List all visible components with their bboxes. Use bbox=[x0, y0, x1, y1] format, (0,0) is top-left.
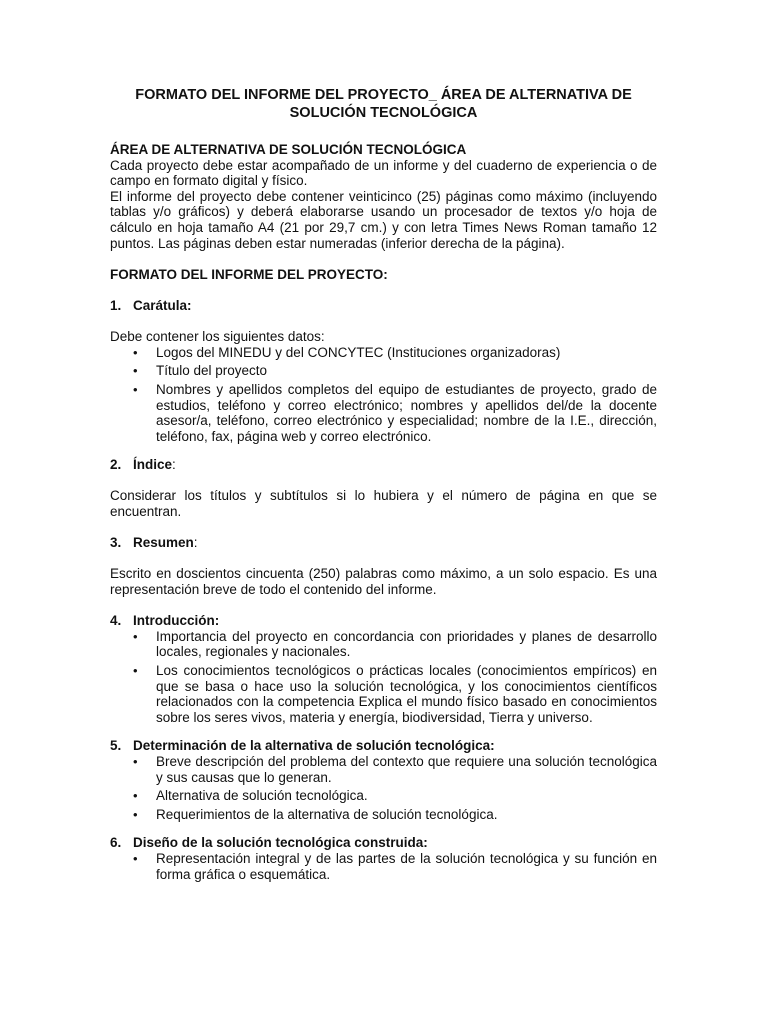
bullet-icon: • bbox=[133, 788, 138, 804]
document-title-line-2: SOLUCIÓN TECNOLÓGICA bbox=[289, 105, 478, 121]
list-item-text: Alternativa de solución tecnológica. bbox=[156, 788, 368, 804]
section-diseno-heading bbox=[110, 835, 657, 851]
section-label-suffix: : bbox=[172, 457, 176, 473]
list-item-text: Los conocimientos tecnológicos o prácticas locales (conocimientos empíricos) en que se basa o hace uso la solución tecnológica, y los conocimientos científicos relacionados con la competencia Explica el mundo físico basado en conocimientos sobre los seres vivos, materia y energía, biodiversidad, Tierra y universo. bbox=[156, 663, 657, 725]
list-item-text: Representación integral y de las partes de la solución tecnológica y su función en forma gráfica o esquemática. bbox=[156, 850, 657, 882]
list-item bbox=[110, 363, 657, 379]
section-label: Índice bbox=[133, 457, 173, 473]
section-number: 2. bbox=[110, 457, 122, 473]
list-item bbox=[110, 807, 657, 823]
list-item-text: Importancia del proyecto en concordancia con prioridades y planes de desarrollo locales, regionales y nacionales. bbox=[156, 628, 657, 660]
section-number: 1. bbox=[110, 297, 122, 313]
list-item-text: Título del proyecto bbox=[156, 363, 268, 379]
list-item bbox=[110, 663, 657, 725]
section-number: 4. bbox=[110, 613, 122, 629]
bullet-icon: • bbox=[133, 753, 138, 769]
list-item bbox=[110, 345, 657, 361]
section-caratula-heading bbox=[110, 298, 657, 314]
list-item bbox=[110, 851, 657, 882]
document-title-line-1: FORMATO DEL INFORME DEL PROYECTO_ ÁREA DE ALTERNATIVA DE bbox=[135, 87, 632, 103]
bullet-icon: • bbox=[133, 381, 138, 397]
section-resumen-heading bbox=[110, 535, 657, 551]
section-caratula-text: Debe contener los siguientes datos: bbox=[110, 329, 325, 345]
list-item bbox=[110, 754, 657, 785]
list-item bbox=[110, 629, 657, 660]
list-item-text: Requerimientos de la alternativa de solución tecnológica. bbox=[156, 806, 498, 822]
section-label-suffix: : bbox=[193, 535, 198, 551]
format-heading: FORMATO DEL INFORME DEL PROYECTO: bbox=[110, 266, 388, 282]
bullet-icon: • bbox=[133, 344, 138, 360]
section-determinacion-heading bbox=[110, 738, 657, 754]
bullet-icon: • bbox=[133, 663, 138, 678]
section-introduccion-heading bbox=[110, 613, 657, 629]
list-item-text: Logos del MINEDU y del CONCYTEC (Instituciones organizadoras) bbox=[156, 344, 561, 360]
area-heading: ÁREA DE ALTERNATIVA DE SOLUCIÓN TECNOLÓGICA bbox=[110, 142, 467, 157]
section-introduccion-list bbox=[110, 629, 657, 726]
bullet-icon: • bbox=[133, 363, 138, 379]
list-item-text: Breve descripción del problema del contexto que requiere una solución tecnológica y sus causas que lo generan. bbox=[156, 753, 657, 785]
section-number: 3. bbox=[110, 535, 122, 551]
section-label: Resumen bbox=[133, 535, 194, 551]
bullet-icon: • bbox=[133, 628, 138, 644]
section-diseno-list bbox=[110, 851, 657, 882]
list-item bbox=[110, 788, 657, 804]
list-item bbox=[110, 382, 657, 444]
document-title bbox=[98, 86, 669, 122]
section-caratula-list bbox=[110, 345, 657, 445]
section-indice-heading bbox=[110, 457, 657, 473]
list-item-text: Nombres y apellidos completos del equipo de estudiantes de proyecto, grado de estudios, teléfono y correo electrónico; nombres y apellidos del/de la docente asesor/a, teléfono, correo electrónico y especialidad; nombre de la I.E., dirección, teléfono, fax, página web y correo electrónico. bbox=[156, 381, 657, 444]
intro-paragraph-2: El informe del proyecto debe contener veinticinco (25) páginas como máximo (incluyendo tablas y/o gráficos) y deberá elaborarse usando un procesador de textos y/o hoja de cálculo en hoja tamaño A4 (21 por 29,7 cm.) y con letra Times News Roman tamaño 12 puntos. Las páginas deben estar numeradas (inferior derecha de la página). bbox=[110, 188, 657, 251]
document-page bbox=[110, 86, 657, 885]
section-determinacion-list bbox=[110, 754, 657, 822]
section-label: Diseño de la solución tecnológica construida: bbox=[133, 835, 428, 851]
section-number: 6. bbox=[110, 835, 122, 851]
bullet-icon: • bbox=[133, 850, 138, 866]
section-indice-text: Considerar los títulos y subtítulos si lo hubiera y el número de página en que se encuentran. bbox=[110, 488, 657, 520]
section-label: Carátula: bbox=[133, 297, 192, 313]
section-resumen-text: Escrito en doscientos cincuenta (250) palabras como máximo, a un solo espacio. Es una representación breve de todo el contenido del informe. bbox=[110, 566, 657, 598]
section-label: Determinación de la alternativa de solución tecnológica: bbox=[133, 738, 495, 754]
section-number: 5. bbox=[110, 738, 122, 754]
section-label: Introducción: bbox=[133, 613, 220, 629]
intro-paragraph-1: Cada proyecto debe estar acompañado de un informe y del cuaderno de experiencia o de campo en formato digital y físico. bbox=[110, 157, 657, 189]
bullet-icon: • bbox=[133, 806, 138, 822]
